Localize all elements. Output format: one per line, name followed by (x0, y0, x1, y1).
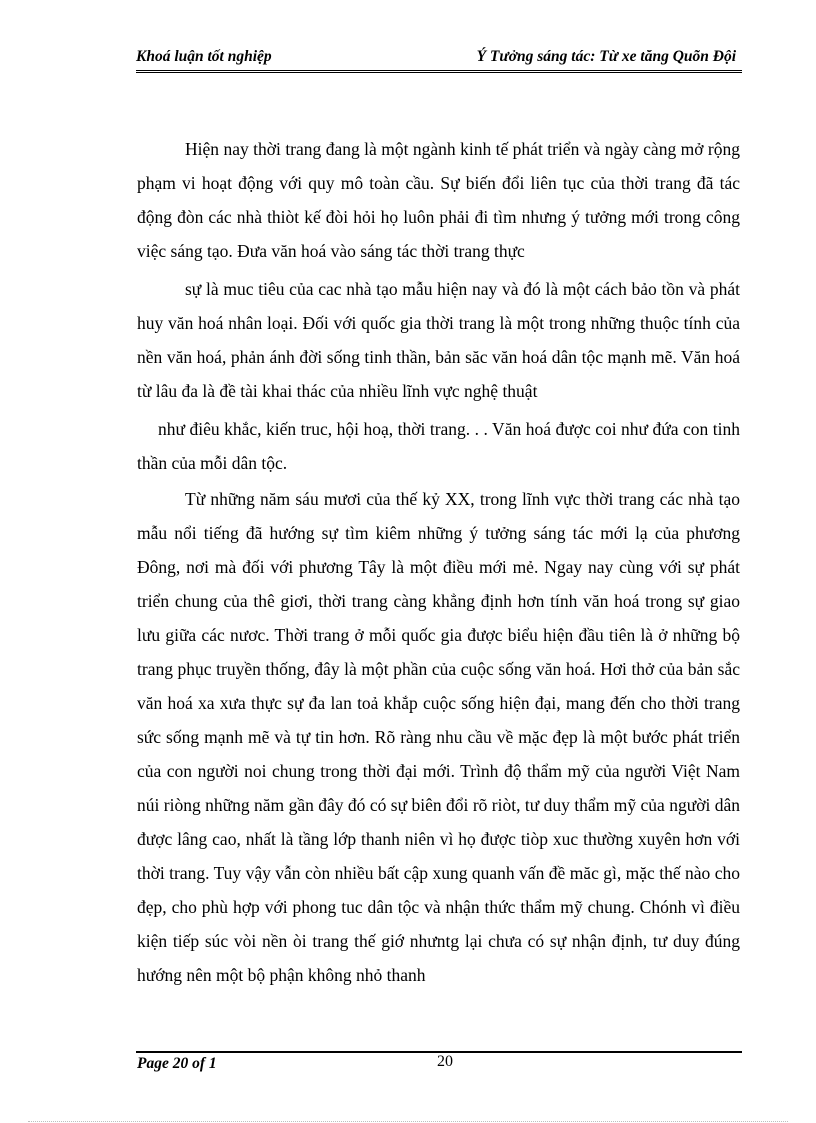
paragraph-4: Từ những năm sáu mươi của thế kỷ XX, trong lĩnh vực thời trang các nhà tạo mẫu nổi tiếng đã hướng sự tìm kiêm những ý tưởng sáng tác mới lạ của phương Đông, nơi mà đối với phương Tây là một điều mới mẻ. Ngay nay cùng với sự phát triển chung của thê giơi, thời trang càng khẳng định hơn tính văn hoá trong sự giao lưu giữa các nươc. Thời trang ở mỗi quốc gia được biểu hiện đầu tiên là ở những bộ trang phục truyền thống, đây là một phần của cuộc sống văn hoá. Hơi thở của bản sắc văn hoá xa xưa thực sự đa lan toả khắp cuộc sống hiện đại, mang đến cho thời trang sức sống mạnh mẽ và tự tin hơn. Rõ ràng nhu cầu về mặc đẹp là một bước phát triển của con người noi chung trong thời đại mới. Trình độ thẩm mỹ của người Việt Nam núi riòng những năm gần đây đó có sự biên đổi rõ riòt, tư duy thẩm mỹ của người dân được lâng cao, nhất là tầng lớp thanh niên vì họ được tiòp xuc thường xuyên hơn với thời trang. Tuy vậy vẫn còn nhiều bất cập xung quanh vấn đề măc gì, mặc thế nào cho đẹp, cho phù hợp với phong tuc dân tộc và nhận thức thẩm mỹ chung. Chónh vì điều kiện tiếp súc vòi nền òi trang thế giớ nhưntg lại chưa có sự nhận định, tư duy đúng hướng nên một bộ phận không nhỏ thanh (137, 489, 740, 985)
paragraph-3: như điêu khắc, kiến truc, hội hoạ, thời trang. . . Văn hoá được coi như đứa con tinh thần của mỗi dân tộc. (137, 419, 740, 473)
page-header (136, 44, 742, 73)
header-topic-title: Ý Tưởng sáng tác: Từ xe tăng Quõn Đội (476, 48, 736, 65)
header-thesis-label: Khoá luận tốt nghiệp (136, 48, 272, 65)
body-text (137, 132, 740, 992)
page-number: 20 (437, 1053, 453, 1070)
footer-page-label: Page 20 of 1 (137, 1055, 217, 1072)
page-bottom-border (28, 1121, 788, 1122)
paragraph-1: Hiện nay thời trang đang là một ngành kinh tế phát triển và ngày càng mở rộng phạm vi hoạt động với quy mô toàn cầu. Sự biến đổi liên tục của thời trang đã tác động đòn các nhà thiòt kế đòi hỏi họ luôn phải đi tìm nhưng ý tưởng mới trong công việc sáng tạo. Đưa văn hoá vào sáng tác thời trang thực (137, 139, 740, 261)
paragraph-2: sự là muc tiêu của cac nhà tạo mẫu hiện nay và đó là một cách bảo tồn và phát huy văn hoá nhân loại. Đối với quốc gia thời trang là một trong những thuộc tính của nền văn hoá, phản ánh đời sống tinh thần, bản săc văn hoá dân tộc mạnh mẽ. Văn hoá từ lâu đa là đề tài khai thác của nhiều lĩnh vực nghệ thuật (137, 279, 740, 401)
